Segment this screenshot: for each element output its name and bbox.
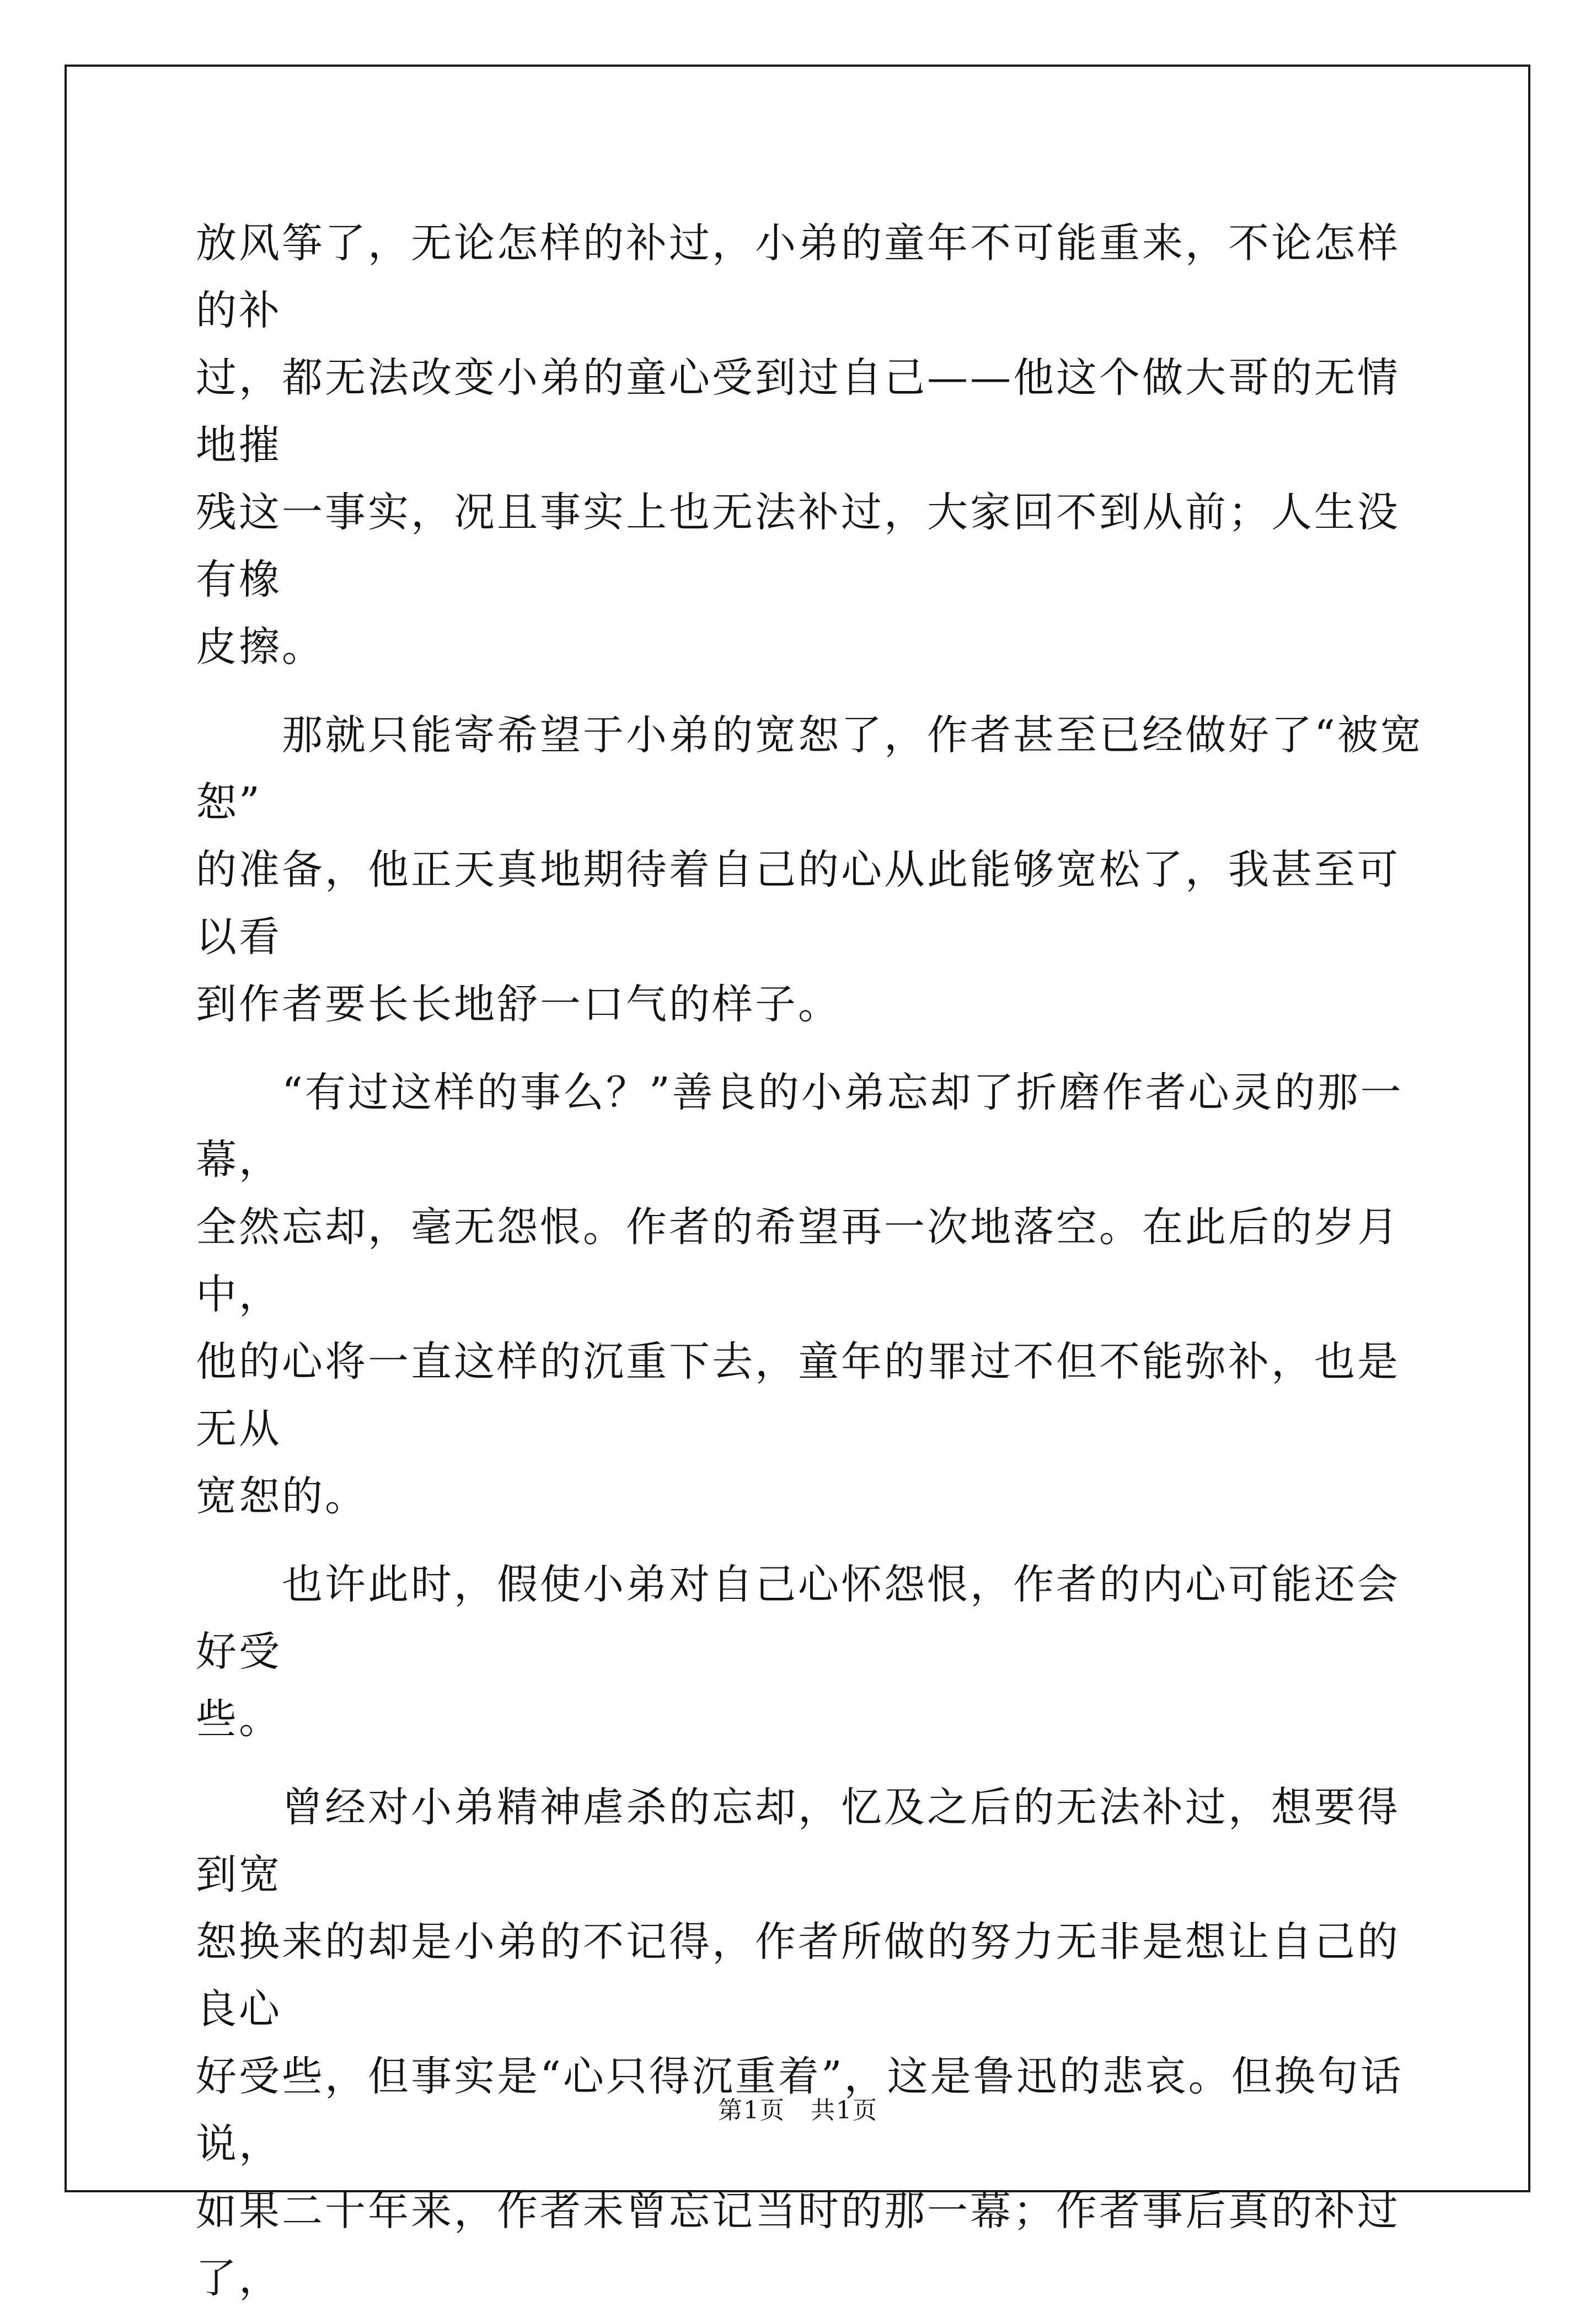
paragraph-1: 放风筝了，无论怎样的补过，小弟的童年不可能重来，不论怎样的补 过，都无法改变小弟的童心受到过自己——他这个做大哥的无情地摧 残这一事实，况且事实上也无法补过，大家回不到从前；人生没有橡 皮擦。 [196,220,1400,671]
paragraph-5: 曾经对小弟精神虐杀的忘却，忆及之后的无法补过，想要得到宽 恕换来的却是小弟的不记得，作者所做的努力无非是想让自己的良心 好受些，但事实是“心只得沉重着”，这是鲁迅的悲哀。但换句话说， 如果二十年来，作者未曾忘记当时的那一幕；作者事后真的补过了， [196,1784,1404,2302]
paragraph-2: 那就只能寄希望于小弟的宽恕了，作者甚至已经做好了“被宽恕” 的准备，他正天真地期待着自己的心从此能够宽松了，我甚至可以看 到作者要长长地舒一口气的样子。 [196,711,1423,1028]
document-body [196,210,1426,2312]
page-number-footer: 第1页 共1页 [718,2096,878,2124]
paragraph-3: “有过这样的事么？”善良的小弟忘却了折磨作者心灵的那一幕， 全然忘却，毫无怨恨。作者的希望再一次地落空。在此后的岁月中， 他的心将一直这样的沉重下去，童年的罪过不但不能弥补，也是无从 宽恕的。 [196,1069,1404,1520]
paragraph-4: 也许此时，假使小弟对自己心怀怨恨，作者的内心可能还会好受 些。 [196,1561,1400,1743]
